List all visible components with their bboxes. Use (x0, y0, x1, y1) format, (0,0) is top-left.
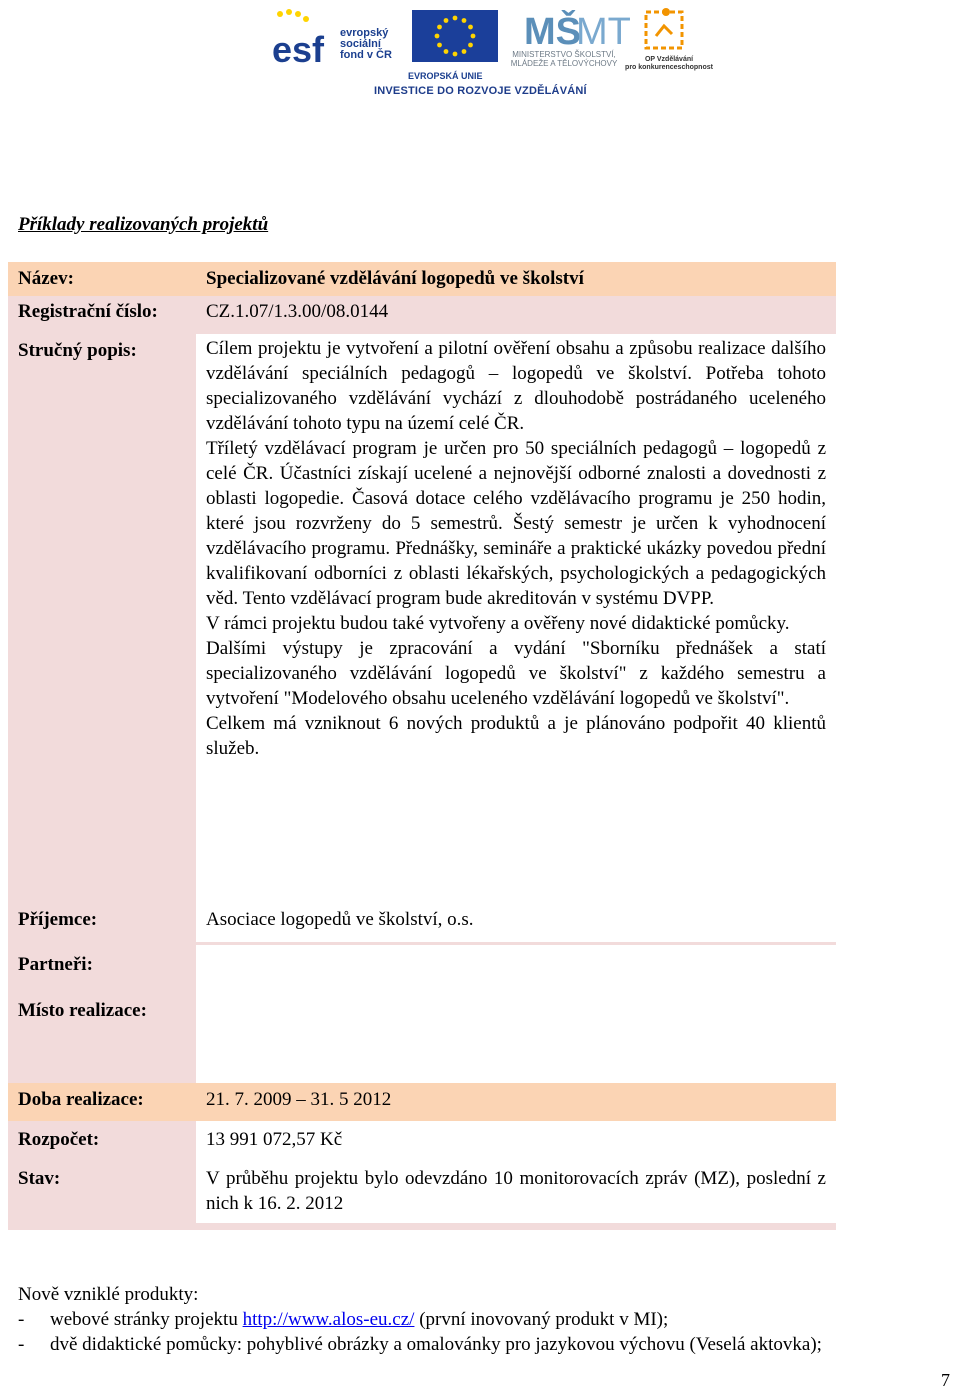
budget-label: Rozpočet: (18, 1129, 100, 1150)
msmt-mark-icon (514, 6, 631, 53)
svg-text:MT: MT (576, 11, 631, 53)
product-aids-text: dvě didaktické pomůcky: pohyblivé obrázky a omalovánky pro jazykovou výchovu (Veselá aktovka); (50, 1334, 822, 1355)
esf-logo (270, 6, 402, 74)
svg-text:esf: esf (272, 29, 325, 70)
investice-caption: INVESTICE DO ROZVOJE VZDĚLÁVÁNÍ (374, 85, 587, 97)
product-item-web (18, 1307, 938, 1332)
op-mark-icon (636, 6, 696, 54)
products-intro: Nově vzniklé produkty: (18, 1284, 199, 1305)
status-label: Stav: (18, 1168, 61, 1189)
op-logo (624, 6, 713, 76)
recipient-value: Asociace logopedů ve školství, o.s. (206, 909, 474, 930)
period-value: 21. 7. 2009 – 31. 5 2012 (206, 1089, 392, 1110)
section-title: Příklady realizovaných projektů (18, 214, 269, 235)
status-value: V průběhu projektu bylo odevzdáno 10 monitorovacích zpráv (MZ), poslední z nich k 16. 2. 2012 (206, 1168, 826, 1214)
esf-line-3: fond v ČR (340, 49, 392, 61)
op-line-1: OP Vzdělávání (644, 56, 694, 63)
desc-value (206, 336, 826, 761)
msmt-text (484, 50, 644, 68)
name-value: Specializované vzdělávání logopedů ve školství (206, 268, 584, 289)
reg-value: CZ.1.07/1.3.00/08.0144 (206, 301, 389, 322)
desc-paragraph-1: Cílem projektu je vytvoření a pilotní ověření obsahu a způsobu realizace dalšího vzdělávání speciálních pedagogů – logopedů ve školství. Potřeba tohoto specializovaného vzdělávání vychází z dlouhodobě postrádaného uceleného vzdělávání tohoto typu na území celé ČR. (206, 338, 826, 434)
product-web-prefix: webové stránky projektu (50, 1309, 243, 1330)
msmt-logo (510, 6, 631, 74)
project-website-link[interactable]: http://www.alos-eu.cz/ (242, 1309, 415, 1330)
product-web-suffix: (první inovovaný produkt v MI); (414, 1309, 669, 1330)
partners-label: Partneři: (18, 954, 93, 975)
desc-paragraph-2: Tříletý vzdělávací program je určen pro 50 speciálních pedagogů – logopedů z celé ČR. Účastníci získají ucelené a nejnovější odborné znalosti a dovednosti z oblasti logopedie. Časová dotace celého vzdělávacího programu je 250 hodin, které jsou rozvrženy do 5 semestrů. Šestý semestr je určen k vyhodnocení vzdělávacího programu. Přednášky, semináře a praktické ukázky povedou přední kvalifikovaní odborníci z oblasti lékařských, psychologických a pedagogických věd. Tento vzdělávací program bude akreditován v systému DVPP. (206, 438, 826, 609)
header-logos (270, 6, 713, 98)
project-table (8, 262, 836, 1230)
bullet-dash: - (18, 1334, 25, 1355)
desc-paragraph-3: V rámci projektu budou také vytvořeny a ověřeny nové didaktické pomůcky. (206, 613, 790, 634)
products-list (18, 1282, 938, 1357)
esf-text (340, 28, 410, 61)
bullet-dash: - (18, 1309, 25, 1330)
desc-paragraph-4: Dalšími výstupy je zpracování a vydání "Sborníku přednášek a statí specializovaného vzdělávání logopedů ve školství" z každého semestru a vytvoření "Modelového obsahu uceleného vzdělávání logopedů ve školství". (206, 638, 826, 709)
desc-label: Stručný popis: (18, 340, 137, 361)
msmt-line-2: MLÁDEŽE A TĚLOVÝCHOVY (510, 59, 618, 68)
recipient-label: Příjemce: (18, 909, 98, 930)
product-item-aids (18, 1332, 938, 1357)
msmt-line-1: MINISTERSTVO ŠKOLSTVÍ, (512, 50, 616, 59)
op-text (624, 56, 714, 72)
desc-paragraph-5: Celkem má vzniknout 6 nových produktů a je plánováno podpořit 40 klientů služeb. (206, 713, 826, 759)
svg-text:MŠ: MŠ (524, 11, 581, 53)
partners-value-bg (196, 945, 836, 1083)
period-label: Doba realizace: (18, 1089, 144, 1110)
budget-value: 13 991 072,57 Kč (206, 1129, 343, 1150)
name-label: Název: (18, 268, 74, 289)
op-line-2: pro konkurenceschopnost (625, 64, 713, 71)
esf-line-1: evropský (340, 27, 389, 39)
eu-caption: EVROPSKÁ UNIE (408, 71, 483, 81)
esf-mark-icon (270, 6, 332, 68)
place-label: Místo realizace: (18, 1000, 147, 1021)
page-number: 7 (941, 1370, 950, 1390)
reg-label: Registrační číslo: (18, 301, 158, 322)
esf-line-2: sociální (340, 38, 381, 50)
